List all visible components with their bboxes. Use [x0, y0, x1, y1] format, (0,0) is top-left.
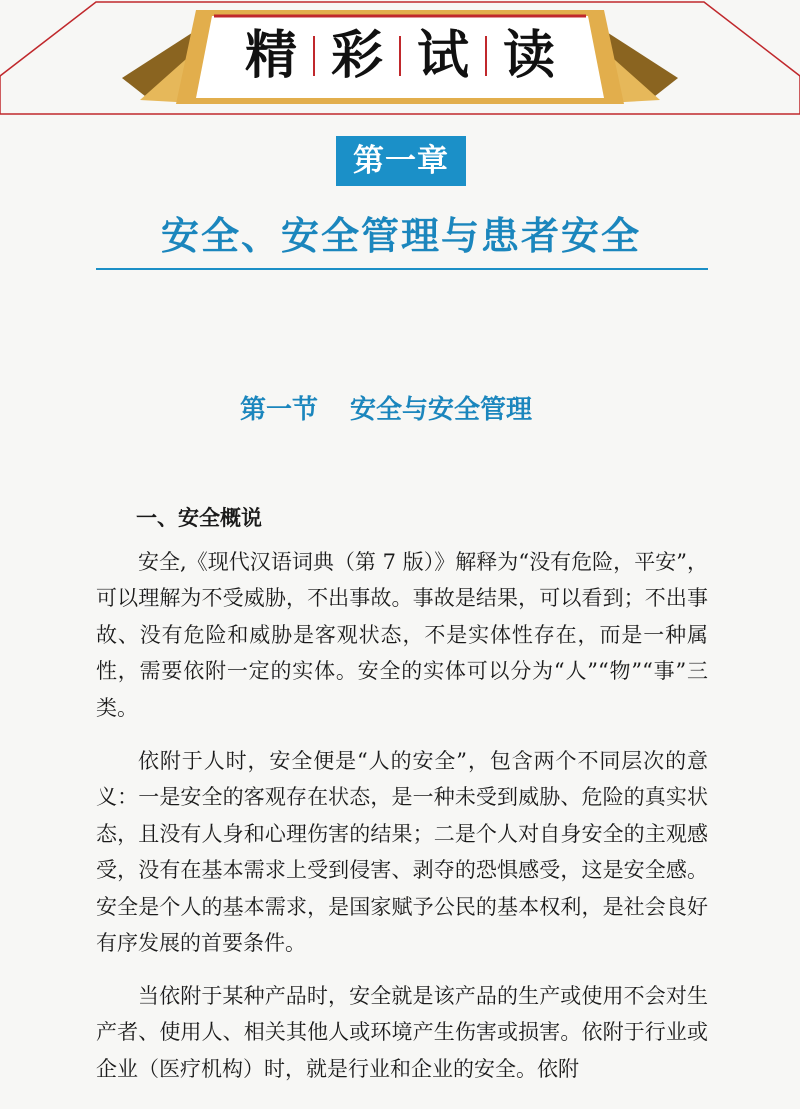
paragraph: 安全,《现代汉语词典（第 7 版）》解释为“没有危险，平安”，可以理解为不受威胁，不出事故。事故是结果，可以看到；不出事故、没有危险和威胁是客观状态，不是实体性存在，而是一种属性，需要依附一定的实体。安全的实体可以分为“人”“物”“事”三类。	[96, 550, 708, 720]
banner-char: 精	[244, 26, 297, 86]
paragraph: 依附于人时，安全便是“人的安全”，包含两个不同层次的意义：一是安全的客观存在状态，是一种未受到威胁、危险的真实状态，且没有人身和心理伤害的结果；二是个人对自身安全的主观感受，没有在基本需求上受到侵害、剥夺的恐惧感受，这是安全感。安全是个人的基本需求，是国家赋予公民的基本权利，是社会良好有序发展的首要条件。	[96, 749, 708, 956]
section-number: 第一节	[240, 395, 319, 425]
section-title: 安全与安全管理	[350, 395, 533, 425]
trial-read-banner	[0, 0, 800, 118]
subheading: 一、安全概说	[136, 506, 262, 530]
banner-char: 读	[502, 26, 555, 86]
banner-char: 试	[416, 26, 469, 86]
paragraph: 当依附于某种产品时，安全就是该产品的生产或使用不会对生产者、使用人、相关其他人或环境产生伤害或损害。依附于行业或企业（医疗机构）时，就是行业和企业的安全。依附	[96, 984, 708, 1081]
chapter-badge: 第一章	[336, 136, 466, 186]
chapter-title: 安全、安全管理与患者安全	[160, 213, 641, 258]
banner-title	[200, 14, 600, 98]
chapter-divider	[96, 268, 708, 270]
banner-char: 彩	[330, 26, 383, 86]
section-heading	[240, 390, 532, 430]
